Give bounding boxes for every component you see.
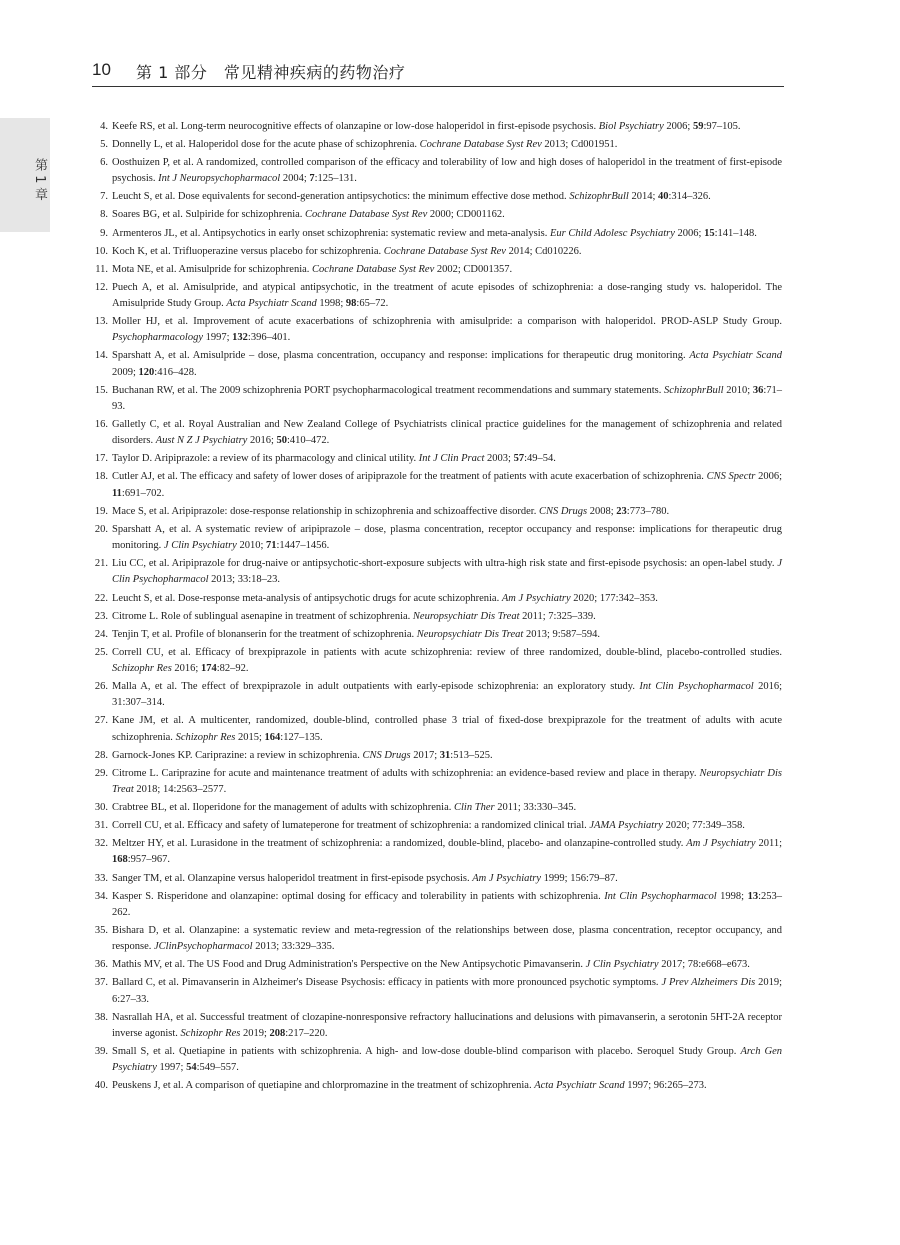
reference-text bbox=[112, 417, 782, 450]
reference-number: 32. bbox=[94, 838, 108, 850]
reference-journal: Cochrane Database Syst Rev bbox=[312, 263, 435, 275]
reference-text bbox=[112, 522, 782, 555]
reference-year: 2017; 78:e668–e673. bbox=[658, 959, 750, 971]
reference-authors-title: Citrome L. Role of sublingual asenapine in treatment of schizophrenia. bbox=[112, 610, 413, 622]
reference-text bbox=[112, 627, 782, 643]
reference-year: 2010; bbox=[723, 384, 753, 396]
reference-item bbox=[90, 137, 782, 153]
reference-journal: CNS Spectr bbox=[706, 471, 756, 483]
reference-text bbox=[112, 280, 782, 313]
reference-authors-title: Mathis MV, et al. The US Food and Drug Administration's Perspective on the New Antipsychotic Pimavanserin. bbox=[112, 959, 586, 971]
reference-text bbox=[112, 923, 782, 956]
reference-pages: :314–326. bbox=[668, 191, 711, 203]
reference-number: 8. bbox=[100, 209, 108, 221]
reference-authors-title: Tenjin T, et al. Profile of blonanserin for the treatment of schizophrenia. bbox=[112, 628, 417, 640]
reference-text bbox=[112, 451, 782, 467]
reference-year: 1998; bbox=[316, 297, 346, 309]
reference-volume: 40 bbox=[657, 191, 669, 203]
reference-text bbox=[112, 244, 782, 260]
reference-item bbox=[90, 417, 782, 450]
reference-journal: SchizophrBull bbox=[664, 384, 724, 396]
reference-volume: 11 bbox=[112, 487, 122, 499]
reference-item bbox=[90, 1010, 782, 1043]
reference-number: 5. bbox=[100, 139, 108, 151]
reference-volume: 54 bbox=[186, 1062, 197, 1074]
reference-text bbox=[112, 975, 782, 1008]
reference-pages: :49–54. bbox=[524, 453, 556, 465]
reference-text bbox=[112, 818, 782, 834]
reference-item bbox=[90, 957, 782, 973]
reference-text bbox=[112, 748, 782, 764]
reference-item bbox=[90, 451, 782, 467]
reference-pages: :97–105. bbox=[703, 121, 741, 132]
reference-year: 2006; bbox=[663, 121, 693, 132]
reference-number: 7. bbox=[100, 191, 108, 203]
reference-journal: Neuropsychiatr Dis Treat bbox=[416, 628, 524, 640]
reference-text bbox=[112, 800, 782, 816]
reference-number: 35. bbox=[94, 924, 108, 936]
reference-volume: 208 bbox=[269, 1027, 286, 1039]
reference-text bbox=[112, 119, 782, 135]
reference-journal: SchizophrBull bbox=[569, 191, 629, 203]
reference-authors-title: Mace S, et al. Aripiprazole: dose-response relationship in schizophrenia and schizoaffective disorder. bbox=[112, 505, 539, 517]
reference-number: 27. bbox=[94, 715, 108, 727]
reference-volume: 98 bbox=[345, 297, 357, 309]
reference-journal: Int J Neuropsychopharmacol bbox=[158, 173, 281, 185]
reference-journal: Acta Psychiatr Scand bbox=[226, 297, 317, 309]
reference-number: 40. bbox=[94, 1080, 108, 1092]
reference-authors-title: Nasrallah HA, et al. Successful treatment of clozapine-nonresponsive refractory hallucinations and delusions with pimavanserin, a serotonin 5HT-2A receptor inverse agonist. bbox=[112, 1011, 782, 1039]
reference-item bbox=[90, 627, 782, 643]
reference-pages: :513–525. bbox=[450, 749, 493, 761]
page-header bbox=[92, 54, 784, 87]
reference-text bbox=[112, 226, 782, 242]
reference-authors-title: Donnelly L, et al. Haloperidol dose for the acute phase of schizophrenia. bbox=[112, 139, 420, 151]
reference-item bbox=[90, 280, 782, 313]
reference-number: 12. bbox=[94, 281, 108, 293]
reference-pages: :141–148. bbox=[714, 227, 757, 239]
reference-number: 6. bbox=[100, 157, 108, 169]
reference-item bbox=[90, 383, 782, 416]
reference-authors-title: Taylor D. Aripiprazole: a review of its pharmacology and clinical utility. bbox=[112, 453, 419, 465]
reference-year: 2009; bbox=[112, 366, 139, 378]
reference-journal: Clin Ther bbox=[454, 802, 495, 814]
reference-journal: Arch Gen Psychiatry bbox=[112, 1045, 783, 1074]
reference-item bbox=[90, 119, 782, 135]
reference-journal: J Clin Psychiatry bbox=[163, 540, 237, 552]
reference-journal: Int J Clin Pract bbox=[418, 453, 485, 465]
reference-journal: J Prev Alzheimers Dis bbox=[661, 977, 756, 989]
reference-year: 2014; Cd010226. bbox=[505, 245, 582, 257]
reference-year: 2004; bbox=[280, 173, 310, 185]
reference-journal: Biol Psychiatry bbox=[598, 121, 664, 132]
reference-item bbox=[90, 1078, 782, 1094]
chapter-side-tab bbox=[0, 118, 50, 232]
reference-year: 2016; bbox=[171, 662, 201, 674]
reference-journal: Acta Psychiatr Scand bbox=[534, 1080, 625, 1092]
reference-number: 33. bbox=[94, 872, 108, 884]
reference-text bbox=[112, 591, 782, 607]
reference-journal: Int Clin Psychopharmacol bbox=[639, 681, 754, 692]
reference-journal: CNS Drugs bbox=[538, 505, 588, 517]
reference-authors-title: Sparshatt A, et al. A systematic review of aripiprazole – dose, plasma concentration, receptor occupancy and response: implications for therapeutic drug monitoring. bbox=[112, 523, 782, 552]
reference-item bbox=[90, 889, 782, 922]
reference-journal: Aust N Z J Psychiatry bbox=[155, 435, 248, 447]
reference-number: 37. bbox=[94, 977, 108, 989]
reference-pages: :396–401. bbox=[247, 332, 291, 344]
reference-pages: :957–967. bbox=[127, 854, 171, 866]
reference-year: 2013; Cd001951. bbox=[541, 139, 618, 151]
reference-authors-title: Kane JM, et al. A multicenter, randomized, double-blind, controlled phase 3 trial of fixed-dose brexpiprazole for the treatment of adults with acute schizophrenia. bbox=[112, 715, 782, 743]
reference-number: 17. bbox=[94, 453, 108, 465]
reference-authors-title: Puech A, et al. Amisulpride, and atypical antipsychotic, in the treatment of acute episodes of schizophrenia: a dose-ranging study vs. haloperidol. The Amisulpride Study Group. bbox=[112, 281, 782, 309]
reference-number: 23. bbox=[94, 610, 108, 622]
reference-year: 1997; bbox=[156, 1062, 187, 1074]
reference-year: 2013; 33:18–23. bbox=[208, 574, 280, 586]
reference-number: 13. bbox=[94, 316, 108, 328]
reference-volume: 36 bbox=[752, 384, 764, 396]
reference-number: 38. bbox=[94, 1011, 108, 1023]
reference-text bbox=[112, 713, 782, 746]
reference-number: 21. bbox=[94, 558, 108, 570]
reference-year: 2002; CD001357. bbox=[434, 263, 513, 275]
reference-item bbox=[90, 1044, 782, 1077]
reference-year: 2013; 9:587–594. bbox=[523, 628, 601, 640]
reference-volume: 7 bbox=[309, 173, 315, 185]
reference-authors-title: Correll CU, et al. Efficacy and safety of lumateperone for treatment of schizophrenia: a randomized clinical trial. bbox=[112, 820, 590, 832]
reference-journal: J Clin Psychiatry bbox=[585, 959, 659, 971]
reference-year: 2015; bbox=[235, 731, 265, 743]
reference-journal: Acta Psychiatr Scand bbox=[689, 350, 782, 362]
reference-year: 2019; 6:27–33. bbox=[112, 977, 782, 1005]
reference-authors-title: Koch K, et al. Trifluoperazine versus placebo for schizophrenia. bbox=[112, 245, 384, 257]
reference-text bbox=[112, 556, 782, 589]
reference-item bbox=[90, 818, 782, 834]
reference-volume: 59 bbox=[692, 121, 704, 132]
reference-authors-title: Galletly C, et al. Royal Australian and New Zealand College of Psychiatrists clinical practice guidelines for the management of schizophrenia and related disorders. bbox=[112, 419, 782, 447]
reference-pages: :82–92. bbox=[216, 662, 249, 674]
reference-number: 26. bbox=[94, 681, 108, 692]
reference-item bbox=[90, 522, 782, 555]
reference-volume: 164 bbox=[264, 731, 281, 743]
reference-item bbox=[90, 469, 782, 502]
reference-journal: JAMA Psychiatry bbox=[589, 820, 663, 832]
reference-year: 2020; 77:349–358. bbox=[662, 820, 745, 832]
reference-text bbox=[112, 1010, 782, 1043]
reference-number: 11. bbox=[95, 263, 108, 275]
reference-journal: JClinPsychopharmacol bbox=[154, 941, 253, 953]
reference-volume: 15 bbox=[704, 227, 715, 239]
reference-authors-title: Sanger TM, et al. Olanzapine versus haloperidol treatment in first-episode psychosis. bbox=[112, 872, 473, 884]
reference-pages: :253–262. bbox=[112, 890, 782, 918]
reference-authors-title: Keefe RS, et al. Long-term neurocognitive effects of olanzapine or low-dose haloperidol in first-episode psychosis. bbox=[112, 121, 599, 132]
reference-pages: :410–472. bbox=[287, 435, 330, 447]
reference-journal: Cochrane Database Syst Rev bbox=[383, 245, 506, 257]
reference-number: 20. bbox=[94, 523, 108, 535]
reference-authors-title: Ballard C, et al. Pimavanserin in Alzheimer's Disease Psychosis: efficacy in patients with more pronounced psychotic symptoms. bbox=[112, 977, 662, 989]
reference-volume: 120 bbox=[138, 366, 155, 378]
reference-item bbox=[90, 871, 782, 887]
reference-authors-title: Meltzer HY, et al. Lurasidone in the treatment of schizophrenia: a randomized, double-blind, placebo- and olanzapine-controlled study. bbox=[112, 838, 687, 850]
reference-volume: 31 bbox=[439, 749, 451, 761]
reference-authors-title: Mota NE, et al. Amisulpride for schizophrenia. bbox=[112, 263, 313, 275]
reference-item bbox=[90, 645, 782, 678]
reference-text bbox=[112, 871, 782, 887]
reference-item bbox=[90, 591, 782, 607]
reference-number: 30. bbox=[94, 802, 108, 814]
reference-item bbox=[90, 314, 782, 347]
reference-volume: 13 bbox=[747, 890, 759, 902]
reference-authors-title: Peuskens J, et al. A comparison of quetiapine and chlorpromazine in the treatment of schizophrenia. bbox=[112, 1080, 535, 1092]
reference-authors-title: Leucht S, et al. Dose-response meta-analysis of antipsychotic drugs for acute schizophrenia. bbox=[112, 592, 502, 604]
reference-authors-title: Moller HJ, et al. Improvement of acute exacerbations of schizophrenia with amisulpride: a comparison with haloperidol. PROD-ASLP Study Group. bbox=[112, 316, 782, 328]
reference-year: 2000; CD001162. bbox=[427, 209, 505, 221]
reference-year: 1997; bbox=[202, 332, 233, 344]
reference-year: 2006; bbox=[755, 471, 782, 483]
reference-item bbox=[90, 713, 782, 746]
reference-year: 2017; bbox=[410, 749, 440, 761]
reference-pages: :125–131. bbox=[314, 173, 357, 185]
reference-volume: 132 bbox=[232, 332, 248, 344]
reference-authors-title: Soares BG, et al. Sulpiride for schizophrenia. bbox=[112, 209, 306, 221]
reference-year: 2020; 177:342–353. bbox=[570, 592, 658, 604]
page-number: 10 bbox=[92, 60, 111, 79]
reference-item bbox=[90, 189, 782, 205]
reference-authors-title: Leucht S, et al. Dose equivalents for second-generation antipsychotics: the minimum effective dose method. bbox=[112, 191, 570, 203]
reference-number: 22. bbox=[94, 592, 108, 604]
reference-pages: :549–557. bbox=[196, 1062, 239, 1074]
reference-text bbox=[112, 766, 782, 799]
reference-item bbox=[90, 348, 782, 381]
reference-list bbox=[90, 119, 782, 1096]
reference-text bbox=[112, 207, 782, 223]
reference-pages: :1447–1456. bbox=[276, 540, 330, 552]
reference-item bbox=[90, 800, 782, 816]
reference-journal: Int Clin Psychopharmacol bbox=[604, 890, 717, 902]
reference-year: 1997; 96:265–273. bbox=[624, 1080, 707, 1092]
reference-authors-title: Small S, et al. Quetiapine in patients with schizophrenia. A high- and low-dose double-blind comparison with placebo. Seroquel Study Group. bbox=[112, 1045, 741, 1057]
reference-journal: Am J Psychiatry bbox=[686, 838, 756, 850]
reference-journal: Psychopharmacology bbox=[112, 332, 203, 344]
reference-number: 34. bbox=[94, 890, 108, 902]
reference-item bbox=[90, 975, 782, 1008]
reference-text bbox=[112, 889, 782, 922]
reference-pages: :691–702. bbox=[121, 487, 165, 499]
reference-pages: :71–93. bbox=[112, 384, 782, 412]
reference-number: 16. bbox=[94, 419, 108, 431]
reference-year: 2016; 31:307–314. bbox=[112, 681, 783, 709]
reference-authors-title: Liu CC, et al. Aripiprazole for drug-naive or antipsychotic-short-exposure subjects with ultra-high risk state and first-episode psychosis: an open-label study. bbox=[112, 558, 778, 570]
reference-journal: Eur Child Adolesc Psychiatry bbox=[549, 227, 675, 239]
reference-pages: :65–72. bbox=[356, 297, 389, 309]
reference-volume: 71 bbox=[266, 540, 277, 552]
reference-journal: Cochrane Database Syst Rev bbox=[419, 139, 542, 151]
reference-volume: 50 bbox=[276, 435, 287, 447]
reference-authors-title: Kasper S. Risperidone and olanzapine: optimal dosing for efficacy and tolerability in patients with schizophrenia. bbox=[112, 890, 605, 902]
reference-year: 2011; bbox=[755, 838, 782, 850]
chapter-side-tab-label: 第 1 章 bbox=[32, 158, 47, 201]
reference-authors-title: Crabtree BL, et al. Iloperidone for the management of adults with schizophrenia. bbox=[112, 802, 455, 814]
reference-text bbox=[112, 679, 782, 712]
reference-year: 2003; bbox=[484, 453, 514, 465]
reference-year: 2016; bbox=[247, 435, 277, 447]
reference-item bbox=[90, 207, 782, 223]
reference-journal: Am J Psychiatry bbox=[472, 872, 542, 884]
reference-item bbox=[90, 556, 782, 589]
reference-item bbox=[90, 262, 782, 278]
reference-volume: 174 bbox=[200, 662, 217, 674]
reference-authors-title: Correll CU, et al. Efficacy of brexpiprazole in patients with acute schizophrenia: review of three randomized, double-blind, placebo-controlled studies. bbox=[112, 646, 782, 658]
reference-text bbox=[112, 609, 782, 625]
reference-text bbox=[112, 1078, 782, 1094]
reference-number: 28. bbox=[94, 749, 108, 761]
reference-text bbox=[112, 957, 782, 973]
reference-text bbox=[112, 645, 782, 678]
reference-volume: 168 bbox=[112, 854, 128, 866]
reference-number: 4. bbox=[100, 121, 108, 132]
reference-text bbox=[112, 836, 782, 869]
reference-number: 15. bbox=[94, 384, 108, 396]
reference-volume: 57 bbox=[513, 453, 525, 465]
reference-journal: Neuropsychiatr Dis Treat bbox=[412, 610, 520, 622]
reference-number: 19. bbox=[94, 505, 108, 517]
reference-pages: :416–428. bbox=[154, 366, 197, 378]
reference-number: 39. bbox=[94, 1045, 108, 1057]
reference-text bbox=[112, 348, 782, 381]
reference-item bbox=[90, 244, 782, 260]
reference-year: 1998; bbox=[716, 890, 748, 902]
reference-journal: Schizophr Res bbox=[175, 731, 236, 743]
reference-text bbox=[112, 137, 782, 153]
reference-text bbox=[112, 469, 782, 502]
reference-authors-title: Garnock-Jones KP. Cariprazine: a review in schizophrenia. bbox=[112, 749, 363, 761]
reference-text bbox=[112, 155, 782, 188]
reference-year: 2018; 14:2563–2577. bbox=[133, 784, 227, 796]
reference-number: 14. bbox=[94, 350, 108, 362]
reference-journal: Neuropsychiatr Dis Treat bbox=[112, 767, 782, 796]
reference-journal: CNS Drugs bbox=[362, 749, 411, 761]
reference-authors-title: Citrome L. Cariprazine for acute and maintenance treatment of adults with schizophrenia: an evidence-based review and place in therapy. bbox=[112, 767, 700, 779]
reference-number: 9. bbox=[100, 227, 108, 239]
reference-year: 1999; 156:79–87. bbox=[541, 872, 618, 884]
reference-number: 36. bbox=[94, 959, 108, 971]
reference-item bbox=[90, 155, 782, 188]
reference-authors-title: Buchanan RW, et al. The 2009 schizophrenia PORT psychopharmacological treatment recommendations and summary statements. bbox=[112, 384, 665, 396]
reference-number: 18. bbox=[94, 471, 108, 483]
reference-number: 29. bbox=[94, 767, 108, 779]
reference-authors-title: Bishara D, et al. Olanzapine: a systematic review and meta-regression of the relationships between dose, plasma concentration, receptor occupancy, and response. bbox=[112, 924, 782, 953]
reference-item bbox=[90, 504, 782, 520]
reference-year: 2008; bbox=[587, 505, 617, 517]
reference-year: 2019; bbox=[240, 1027, 270, 1039]
reference-text bbox=[112, 314, 782, 347]
reference-number: 25. bbox=[94, 646, 108, 658]
reference-pages: :217–220. bbox=[285, 1027, 328, 1039]
reference-text bbox=[112, 383, 782, 416]
reference-item bbox=[90, 766, 782, 799]
reference-item bbox=[90, 748, 782, 764]
reference-year: 2011; 33:330–345. bbox=[494, 802, 577, 814]
reference-item bbox=[90, 609, 782, 625]
reference-number: 31. bbox=[94, 820, 108, 832]
reference-pages: :773–780. bbox=[626, 505, 670, 517]
reference-year: 2006; bbox=[674, 227, 705, 239]
reference-authors-title: Oosthuizen P, et al. A randomized, controlled comparison of the efficacy and tolerability of low and high doses of haloperidol in the treatment of first-episode psychosis. bbox=[112, 157, 782, 185]
reference-authors-title: Malla A, et al. The effect of brexpiprazole in adult outpatients with early-episode schizophrenia: an exploratory study. bbox=[112, 681, 640, 692]
reference-text bbox=[112, 189, 782, 205]
reference-item bbox=[90, 679, 782, 712]
reference-authors-title: Cutler AJ, et al. The efficacy and safety of lower doses of aripiprazole for the treatment of patients with acute exacerbation of schizophrenia. bbox=[112, 471, 707, 483]
reference-authors-title: Armenteros JL, et al. Antipsychotics in early onset schizophrenia: systematic review and meta-analysis. bbox=[112, 227, 550, 239]
reference-item bbox=[90, 836, 782, 869]
reference-text bbox=[112, 262, 782, 278]
reference-volume: 23 bbox=[616, 505, 627, 517]
reference-year: 2010; bbox=[236, 540, 266, 552]
reference-journal: Schizophr Res bbox=[112, 662, 172, 674]
reference-year: 2014; bbox=[628, 191, 658, 203]
reference-number: 24. bbox=[94, 628, 108, 640]
reference-number: 10. bbox=[94, 245, 108, 257]
running-title: 第 1 部分 常见精神疾病的药物治疗 bbox=[136, 63, 406, 82]
reference-item bbox=[90, 923, 782, 956]
reference-journal: Schizophr Res bbox=[180, 1027, 241, 1039]
reference-journal: Am J Psychiatry bbox=[501, 592, 571, 604]
reference-year: 2011; 7:325–339. bbox=[519, 610, 596, 622]
reference-text bbox=[112, 1044, 782, 1077]
reference-journal: J Clin Psychopharmacol bbox=[112, 558, 782, 586]
reference-pages: :127–135. bbox=[280, 731, 323, 743]
reference-text bbox=[112, 504, 782, 520]
reference-year: 2013; 33:329–335. bbox=[252, 941, 335, 953]
reference-authors-title: Sparshatt A, et al. Amisulpride – dose, plasma concentration, occupancy and response: implications for therapeutic drug monitoring. bbox=[112, 350, 690, 362]
reference-journal: Cochrane Database Syst Rev bbox=[305, 209, 428, 221]
reference-item bbox=[90, 226, 782, 242]
